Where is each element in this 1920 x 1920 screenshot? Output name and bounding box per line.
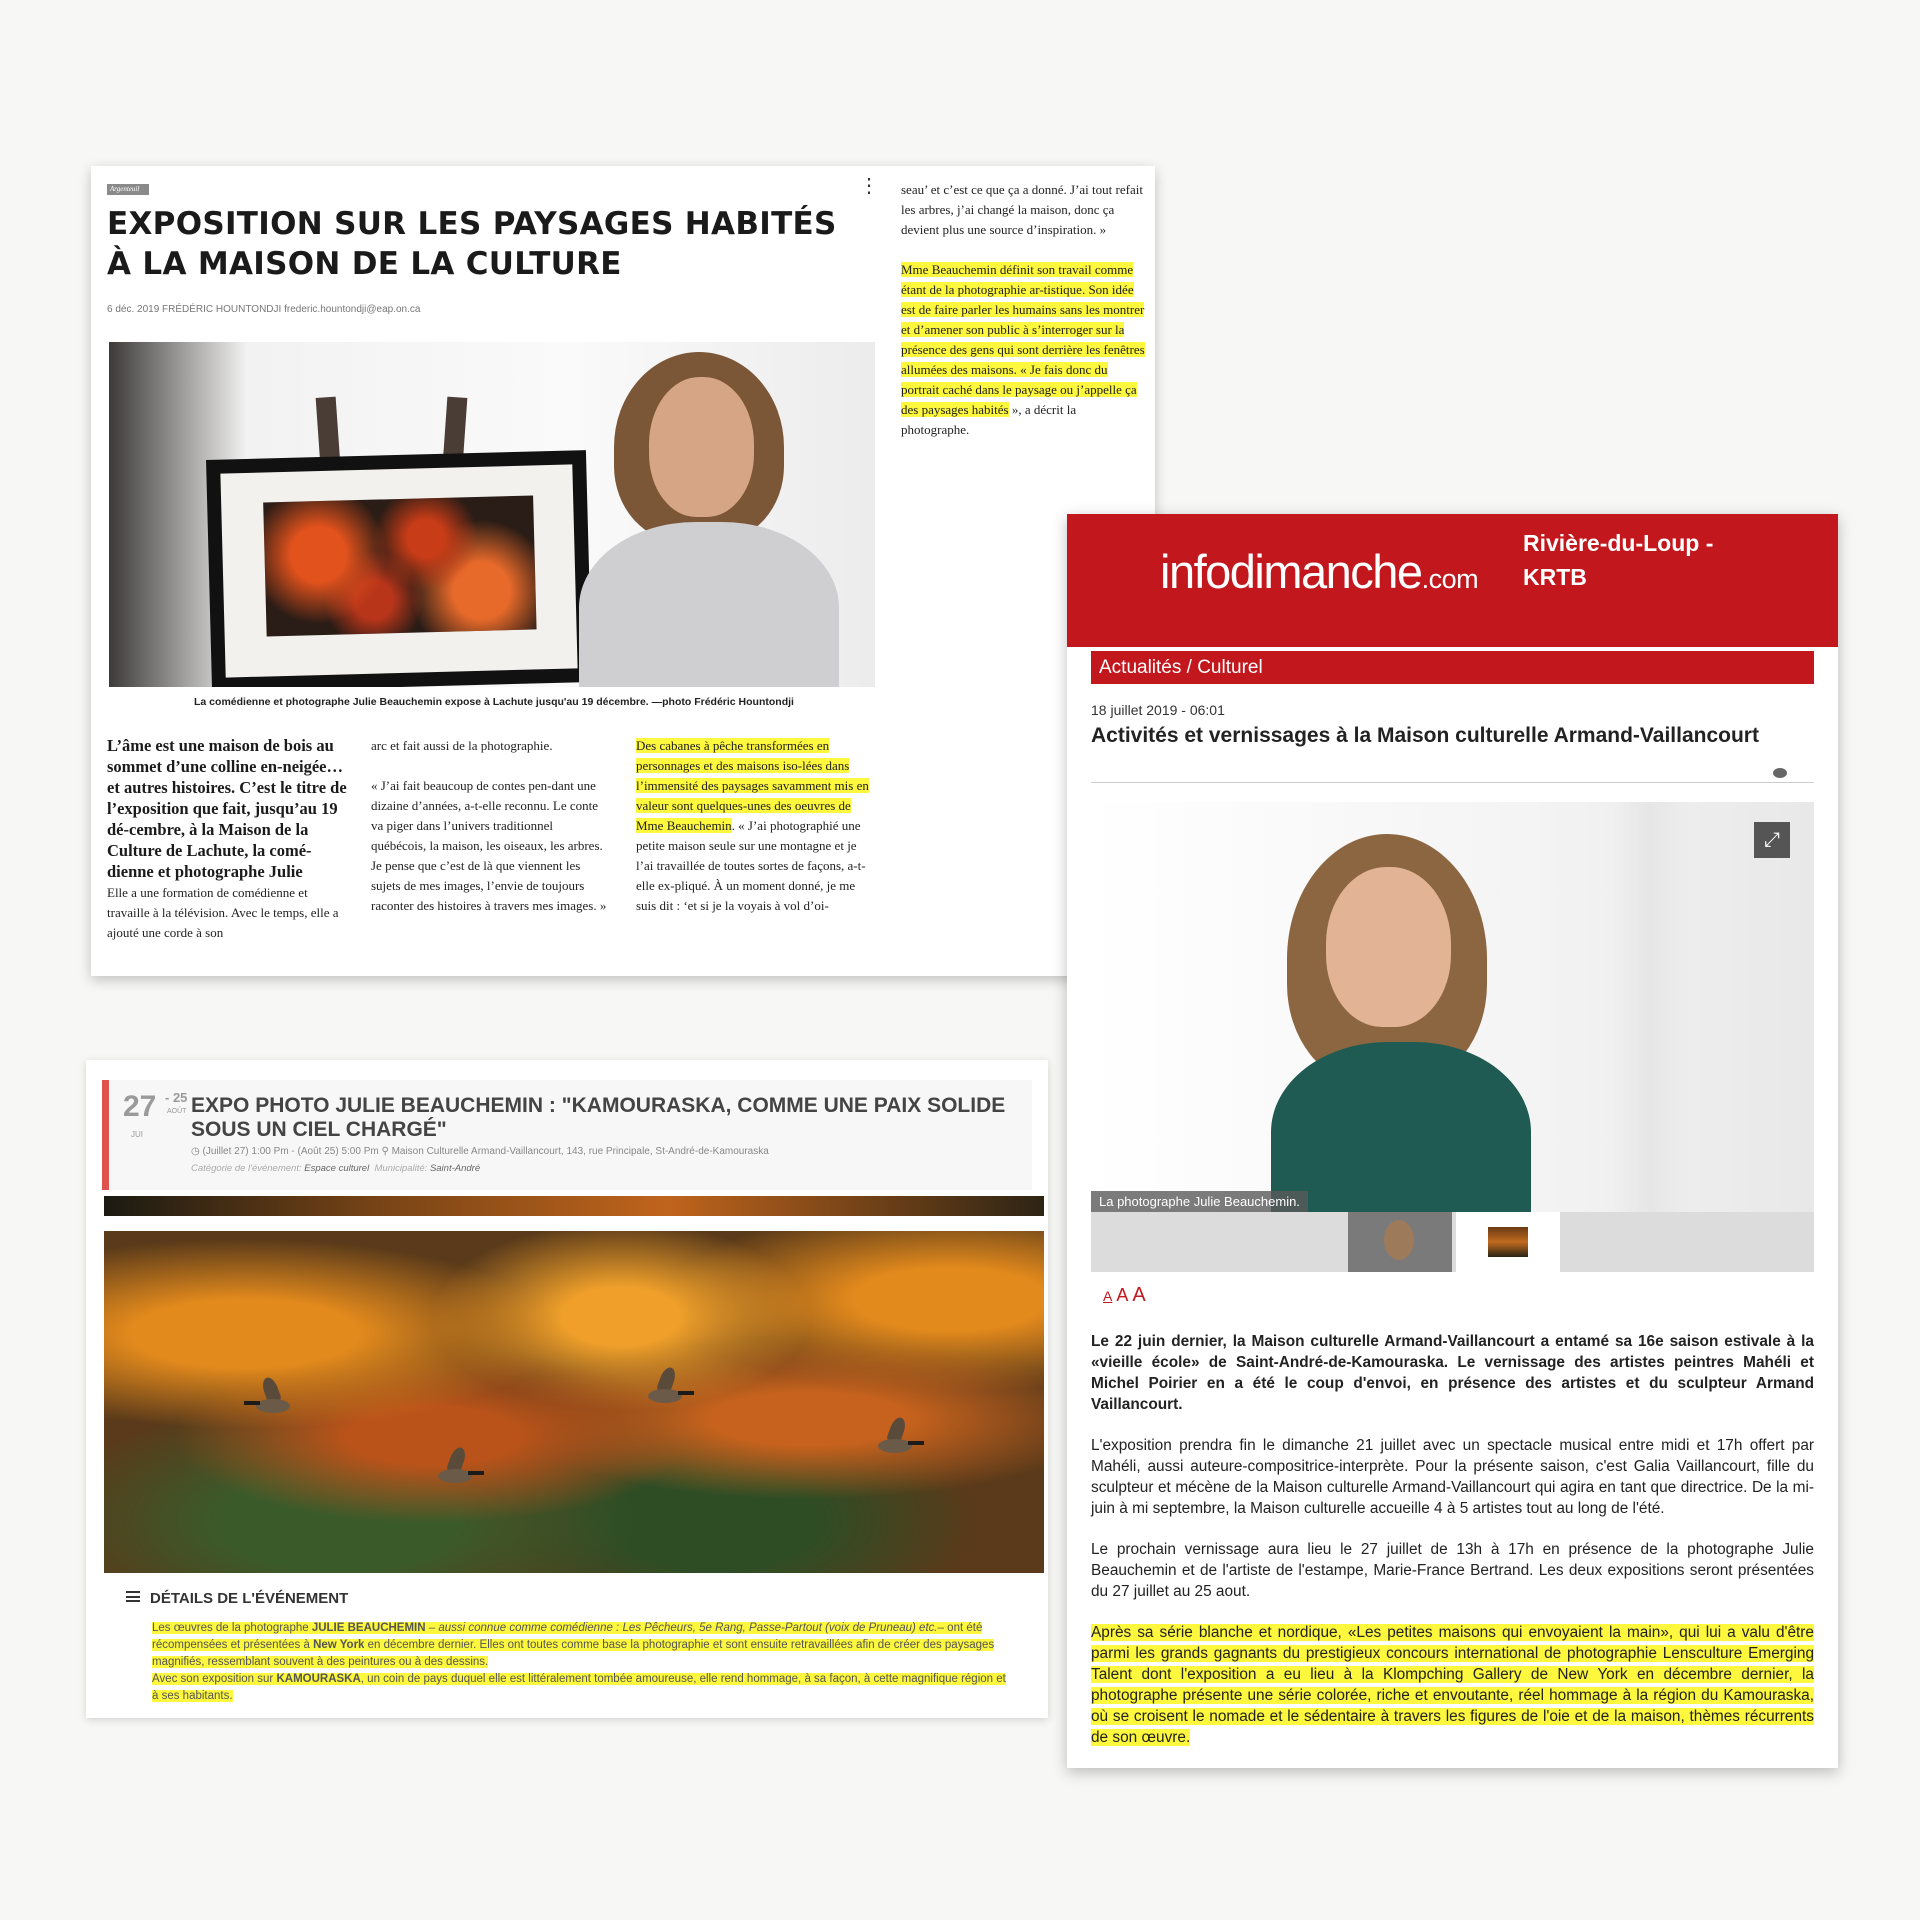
- event-details-heading: DÉTAILS DE L'ÉVÉNEMENT: [126, 1590, 348, 1607]
- photo-caption: La comédienne et photographe Julie Beauchemin expose à Lachute jusqu'au 19 décembre. —photo Frédéric Hountondji: [194, 696, 794, 708]
- highlighted-paragraph: Après sa série blanche et nordique, «Les petites maisons qui envoyaient la main», qui lui a valu d'être parmi les grands gagnants du prestigieux concours international de photographie Lensculture Emerging Talent dont l'exposition a eu lieu à la Klompching Gallery de New York en décembre dernier, la photographe présente une série colorée, riche et envoutante, réel hommage à la région du Kamouraska, où se croisent le nomade et le sédentaire à travers les figures de l'oie et de la maison, thèmes récurrents de son œuvre.: [1091, 1624, 1814, 1746]
- section-badge: Argenteuil: [107, 184, 149, 195]
- article-paragraph: Le prochain vernissage aura lieu le 27 juillet de 13h à 17h en présence de la photographe Julie Beauchemin et de l'artiste de l'estampe, Marie-France Bertrand. Les deux expositions seront présentées du 27 juillet au 25 aout.: [1091, 1541, 1814, 1600]
- photo-thumbnails: [1091, 1212, 1814, 1272]
- event-header: [102, 1080, 1032, 1190]
- portrait-sweater: [579, 522, 839, 687]
- image-strip: [104, 1196, 1044, 1216]
- goose-figure: [244, 1391, 304, 1415]
- highlighted-text: Mme Beauchemin définit son travail comme étant de la photographie ar-tistique. Son idée est de faire parler les humains sans les montrer et d’amener son public à s’interroger sur la présence des gens qui sont derrière les fenêtres allumées des maisons. « Je fais donc du portrait caché dans le paysage ou j’appelle ça des paysages habités: [901, 262, 1145, 417]
- event-end-month: AOÛT: [167, 1108, 187, 1115]
- event-categories: Catégorie de l'événement: Espace culturel Municipalité: Saint-André: [191, 1163, 481, 1174]
- comment-icon[interactable]: [1773, 768, 1787, 778]
- framed-artwork: [206, 450, 592, 687]
- article-date: 18 juillet 2019 - 06:01: [1091, 702, 1225, 718]
- article-text: . « J’ai photographié une petite maison seule sur une montagne et je l’ai travaillée de toutes sortes de façons, a-t-elle ex-pliqué. À un moment donné, je me suis dit : ‘et si je la voyais à vol d’oi-: [636, 818, 866, 913]
- article-title: EXPOSITION SUR LES PAYSAGES HABITÉS À LA MAISON DE LA CULTURE: [107, 206, 837, 282]
- event-end-day: - 25: [165, 1090, 188, 1105]
- section-breadcrumb[interactable]: Actualités / Culturel: [1091, 651, 1814, 684]
- expand-icon[interactable]: ⤢: [1754, 822, 1790, 858]
- divider: [1091, 782, 1814, 783]
- portrait-top: [1271, 1042, 1531, 1212]
- font-large-button[interactable]: A: [1132, 1284, 1146, 1306]
- event-image-geese: [104, 1231, 1044, 1573]
- event-title[interactable]: EXPO PHOTO JULIE BEAUCHEMIN : "KAMOURASKA, COMME UNE PAIX SOLIDE SOUS UN CIEL CHARGÉ": [191, 1094, 1006, 1141]
- event-listing: [86, 1060, 1048, 1718]
- article-byline: 6 déc. 2019 FRÉDÉRIC HOUNTONDJI frederic.hountondji@eap.on.ca: [107, 304, 421, 315]
- article-photo: [109, 342, 875, 687]
- photo-caption: La photographe Julie Beauchemin.: [1091, 1191, 1308, 1212]
- site-banner: [1067, 514, 1838, 647]
- thumbnail-portrait[interactable]: [1348, 1212, 1452, 1272]
- article-paragraph: L'exposition prendra fin le dimanche 21 juillet avec un spectacle musical entre midi et 17h offert par Mahéli, aussi auteure-compositrice-interprète. Pour la présente saison, c'est Galia Vaillancourt, fille du sculpteur et mécène de la Maison culturelle Armand-Vaillancourt qui agira en tant que directrice. De la mi-juin à mi septembre, la Maison culturelle accueille 4 à 5 artistes tout au long de l'été.: [1091, 1437, 1814, 1517]
- event-municipality-link[interactable]: Saint-André: [429, 1163, 481, 1174]
- font-small-button[interactable]: A: [1103, 1288, 1113, 1304]
- article-quote: « J’ai fait beaucoup de contes pen-dant une dizaine d’années, a-t-elle reconnu. Le conte va piger dans l’univers traditionnel québécois, la maison, les oiseaux, les arbres. Je pense que c’est de là que viennent les sujets de mes images, l’envie de toujours raconter des histoires à travers mes images. »: [371, 778, 607, 913]
- article-photo: [1091, 802, 1814, 1212]
- portrait-face: [1326, 867, 1451, 1027]
- font-medium-button[interactable]: A: [1116, 1285, 1129, 1305]
- portrait-face: [649, 377, 754, 517]
- region-label: Rivière-du-Loup - KRTB: [1523, 530, 1714, 590]
- event-details-text: Les œuvres de la photographe JULIE BEAUCHEMIN – aussi connue comme comédienne : Les Pêcheurs, 5e Rang, Passe-Partout (voix de Pruneau) etc.– ont été récompensées et présentées à New York en décembre dernier. Elles ont toutes comme base la photographie et sont ensuite retravaillées afin de créer des paysages magnifiés, ressemblant souvent à des peintures ou à des dessins. Avec son exposition sur KAMOURASKA, un coin de pays duquel elle est littéralement tombée amoureuse, elle rend hommage, à sa façon, à cette magnifique région et à ses habitants.: [152, 1622, 1006, 1702]
- article-column-4: [901, 180, 1146, 460]
- goose-figure: [864, 1431, 924, 1455]
- highlighted-text: Des cabanes à pêche transformées en personnages et des maisons iso-lées dans l’immensité des paysages savamment mis en valeur sont quelques-unes des oeuvres de Mme Beauchemin: [636, 738, 869, 833]
- site-logo[interactable]: infodimanche.com: [1160, 545, 1479, 598]
- goose-figure: [634, 1381, 694, 1405]
- article-column-1: [107, 736, 347, 963]
- article-body: [1091, 1331, 1814, 1762]
- event-category-link[interactable]: Espace culturel: [304, 1163, 370, 1174]
- article-column-2: [371, 736, 611, 936]
- newspaper-clipping: [91, 166, 1155, 976]
- event-start-day: 27: [123, 1090, 157, 1123]
- article-lead: L’âme est une maison de bois au sommet d’une colline en-neigée…et autres histoires. C’est le titre de l’exposition que fait, jusqu’au 19 dé-cembre, à la Maison de la Culture de Lachute, la comé-dienne et photographe Julie: [107, 736, 347, 881]
- more-vertical-icon[interactable]: ⋮: [859, 175, 879, 197]
- article-text: arc et fait aussi de la photographie.: [371, 738, 553, 753]
- thumbnail-artwork[interactable]: [1456, 1212, 1560, 1272]
- article-text: seau’ et c’est ce que ça a donné. J’ai tout refait les arbres, j’ai changé la maison, donc ça devient plus une source d’inspiration. »: [901, 182, 1143, 237]
- font-size-controls: [1103, 1284, 1146, 1307]
- article-text: Elle a une formation de comédienne et travaille à la télévision. Avec le temps, elle a ajouté une corde à son: [107, 885, 339, 940]
- article-title: Activités et vernissages à la Maison culturelle Armand-Vaillancourt: [1091, 724, 1759, 747]
- article-column-3: [636, 736, 876, 936]
- infodimanche-article: [1067, 514, 1838, 1768]
- article-lead: Le 22 juin dernier, la Maison culturelle Armand-Vaillancourt a entamé sa 16e saison estivale à la «vieille école» de Saint-André-de-Kamouraska. Le vernissage des artistes peintres Mahéli et Michel Poirier en a été le coup d'envoi, en présence des artistes et du sculpteur Armand Vaillancourt.: [1091, 1333, 1814, 1413]
- event-start-month: JUI: [131, 1130, 143, 1139]
- event-time-location: ◷ (Juillet 27) 1:00 Pm - (Août 25) 5:00 Pm ⚲ Maison Culturelle Armand-Vaillancourt, 143, rue Principale, St-André-de-Kamouraska: [191, 1146, 769, 1157]
- article-text: », a décrit la photographe.: [901, 402, 1077, 437]
- list-icon: [126, 1591, 140, 1602]
- goose-figure: [424, 1461, 484, 1485]
